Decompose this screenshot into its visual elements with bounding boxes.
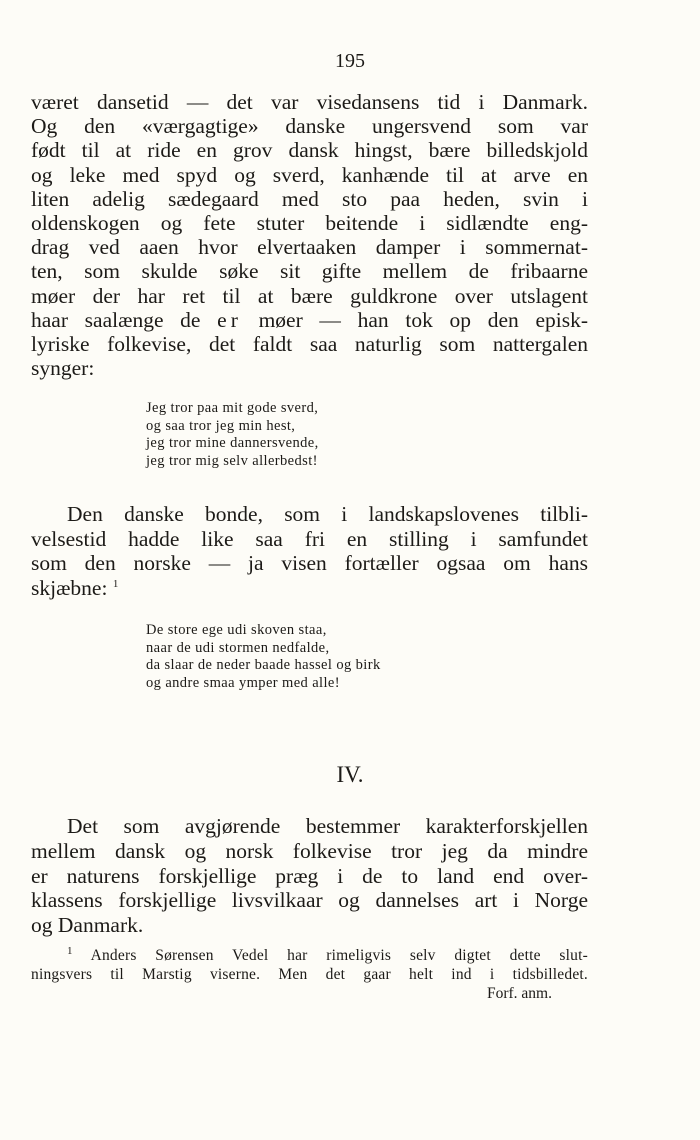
- text-line: lyriske folkevise, det faldt saa naturlig som nattergalen: [31, 332, 588, 357]
- verse-line: og andre smaa ymper med alle!: [146, 674, 340, 691]
- verse-1: [146, 400, 319, 470]
- spaced-word: er: [217, 307, 242, 332]
- text-line: født til at ride en grov dansk hingst, bære billedskjold: [31, 138, 588, 163]
- text-fragment: haar saalænge de: [31, 307, 218, 332]
- text-line: [31, 308, 588, 332]
- verse-line: naar de udi stormen nedfalde,: [146, 639, 330, 656]
- text-line: mellem dansk og norsk folkevise tror jeg da mindre: [31, 838, 588, 863]
- verse-line: De store ege udi skoven staa,: [146, 622, 327, 638]
- text-line: klassens forskjellige livsvilkaar og dannelses art i Norge: [31, 888, 588, 913]
- footnote-signature: Forf. anm.: [486, 985, 552, 1002]
- text-line: Det som avgjørende bestemmer karakterforskjellen: [67, 814, 588, 838]
- paragraph-3: [31, 814, 588, 938]
- footnote-marker: 1: [67, 944, 73, 957]
- text-line: Den danske bonde, som i landskapslovenes tilbli-: [67, 502, 588, 526]
- verse-line: og saa tror jeg min hest,: [146, 417, 296, 434]
- text-line: er naturens forskjellige præg i de to land end over-: [31, 863, 588, 888]
- text-line: ten, som skulde søke sit gifte mellem de fribaarne: [31, 259, 588, 284]
- text-line: og leke med spyd og sverd, kanhænde til at arve en: [31, 162, 588, 187]
- verse-line: da slaar de neder baade hassel og birk: [146, 657, 381, 673]
- text-fragment: skjæbne:: [31, 575, 108, 600]
- footnote-line: ningsvers til Marstig viserne. Men det gaar helt ind i tidsbilledet.: [31, 966, 588, 983]
- text-fragment: Anders Sørensen Vedel har rimeligvis selv digtet dette slut-: [90, 947, 588, 964]
- section-heading: IV.: [336, 762, 364, 787]
- text-line: liten adelig sædegaard med sto paa heden, svin i: [31, 186, 588, 211]
- text-line: drag ved aaen hvor elvertaaken damper i sommernat-: [31, 235, 588, 260]
- page-number: 195: [335, 50, 365, 72]
- verse-line: Jeg tror paa mit gode sverd,: [146, 400, 319, 416]
- text-line: og Danmark.: [31, 913, 144, 938]
- text-fragment: møer — han tok op den episk-: [241, 307, 588, 332]
- text-line: velsestid hadde like saa fri en stilling i samfundet: [31, 526, 588, 551]
- text-line: været dansetid — det var visedansens tid i Danmark.: [31, 90, 588, 114]
- text-line: som den norske — ja visen fortæller ogsaa om hans: [31, 551, 588, 575]
- text-line: Og den «værgagtige» danske ungersvend som var: [31, 114, 588, 139]
- paragraph-2: [31, 502, 588, 600]
- text-line: møer der har ret til at bære guldkrone over utslagent: [31, 283, 588, 308]
- footnote-marker: 1: [112, 577, 119, 590]
- text-line: oldenskogen og fete stuter beitende i sidlændte eng-: [31, 211, 588, 236]
- text-line: synger:: [31, 356, 95, 381]
- footnote: [31, 946, 588, 1003]
- verse-2: [146, 622, 381, 692]
- verse-line: jeg tror mig selv allerbedst!: [146, 452, 318, 469]
- text-line: [31, 576, 588, 601]
- verse-line: jeg tror mine dannersvende,: [146, 435, 319, 451]
- footnote-line: [31, 946, 588, 965]
- paragraph-1: [31, 90, 588, 380]
